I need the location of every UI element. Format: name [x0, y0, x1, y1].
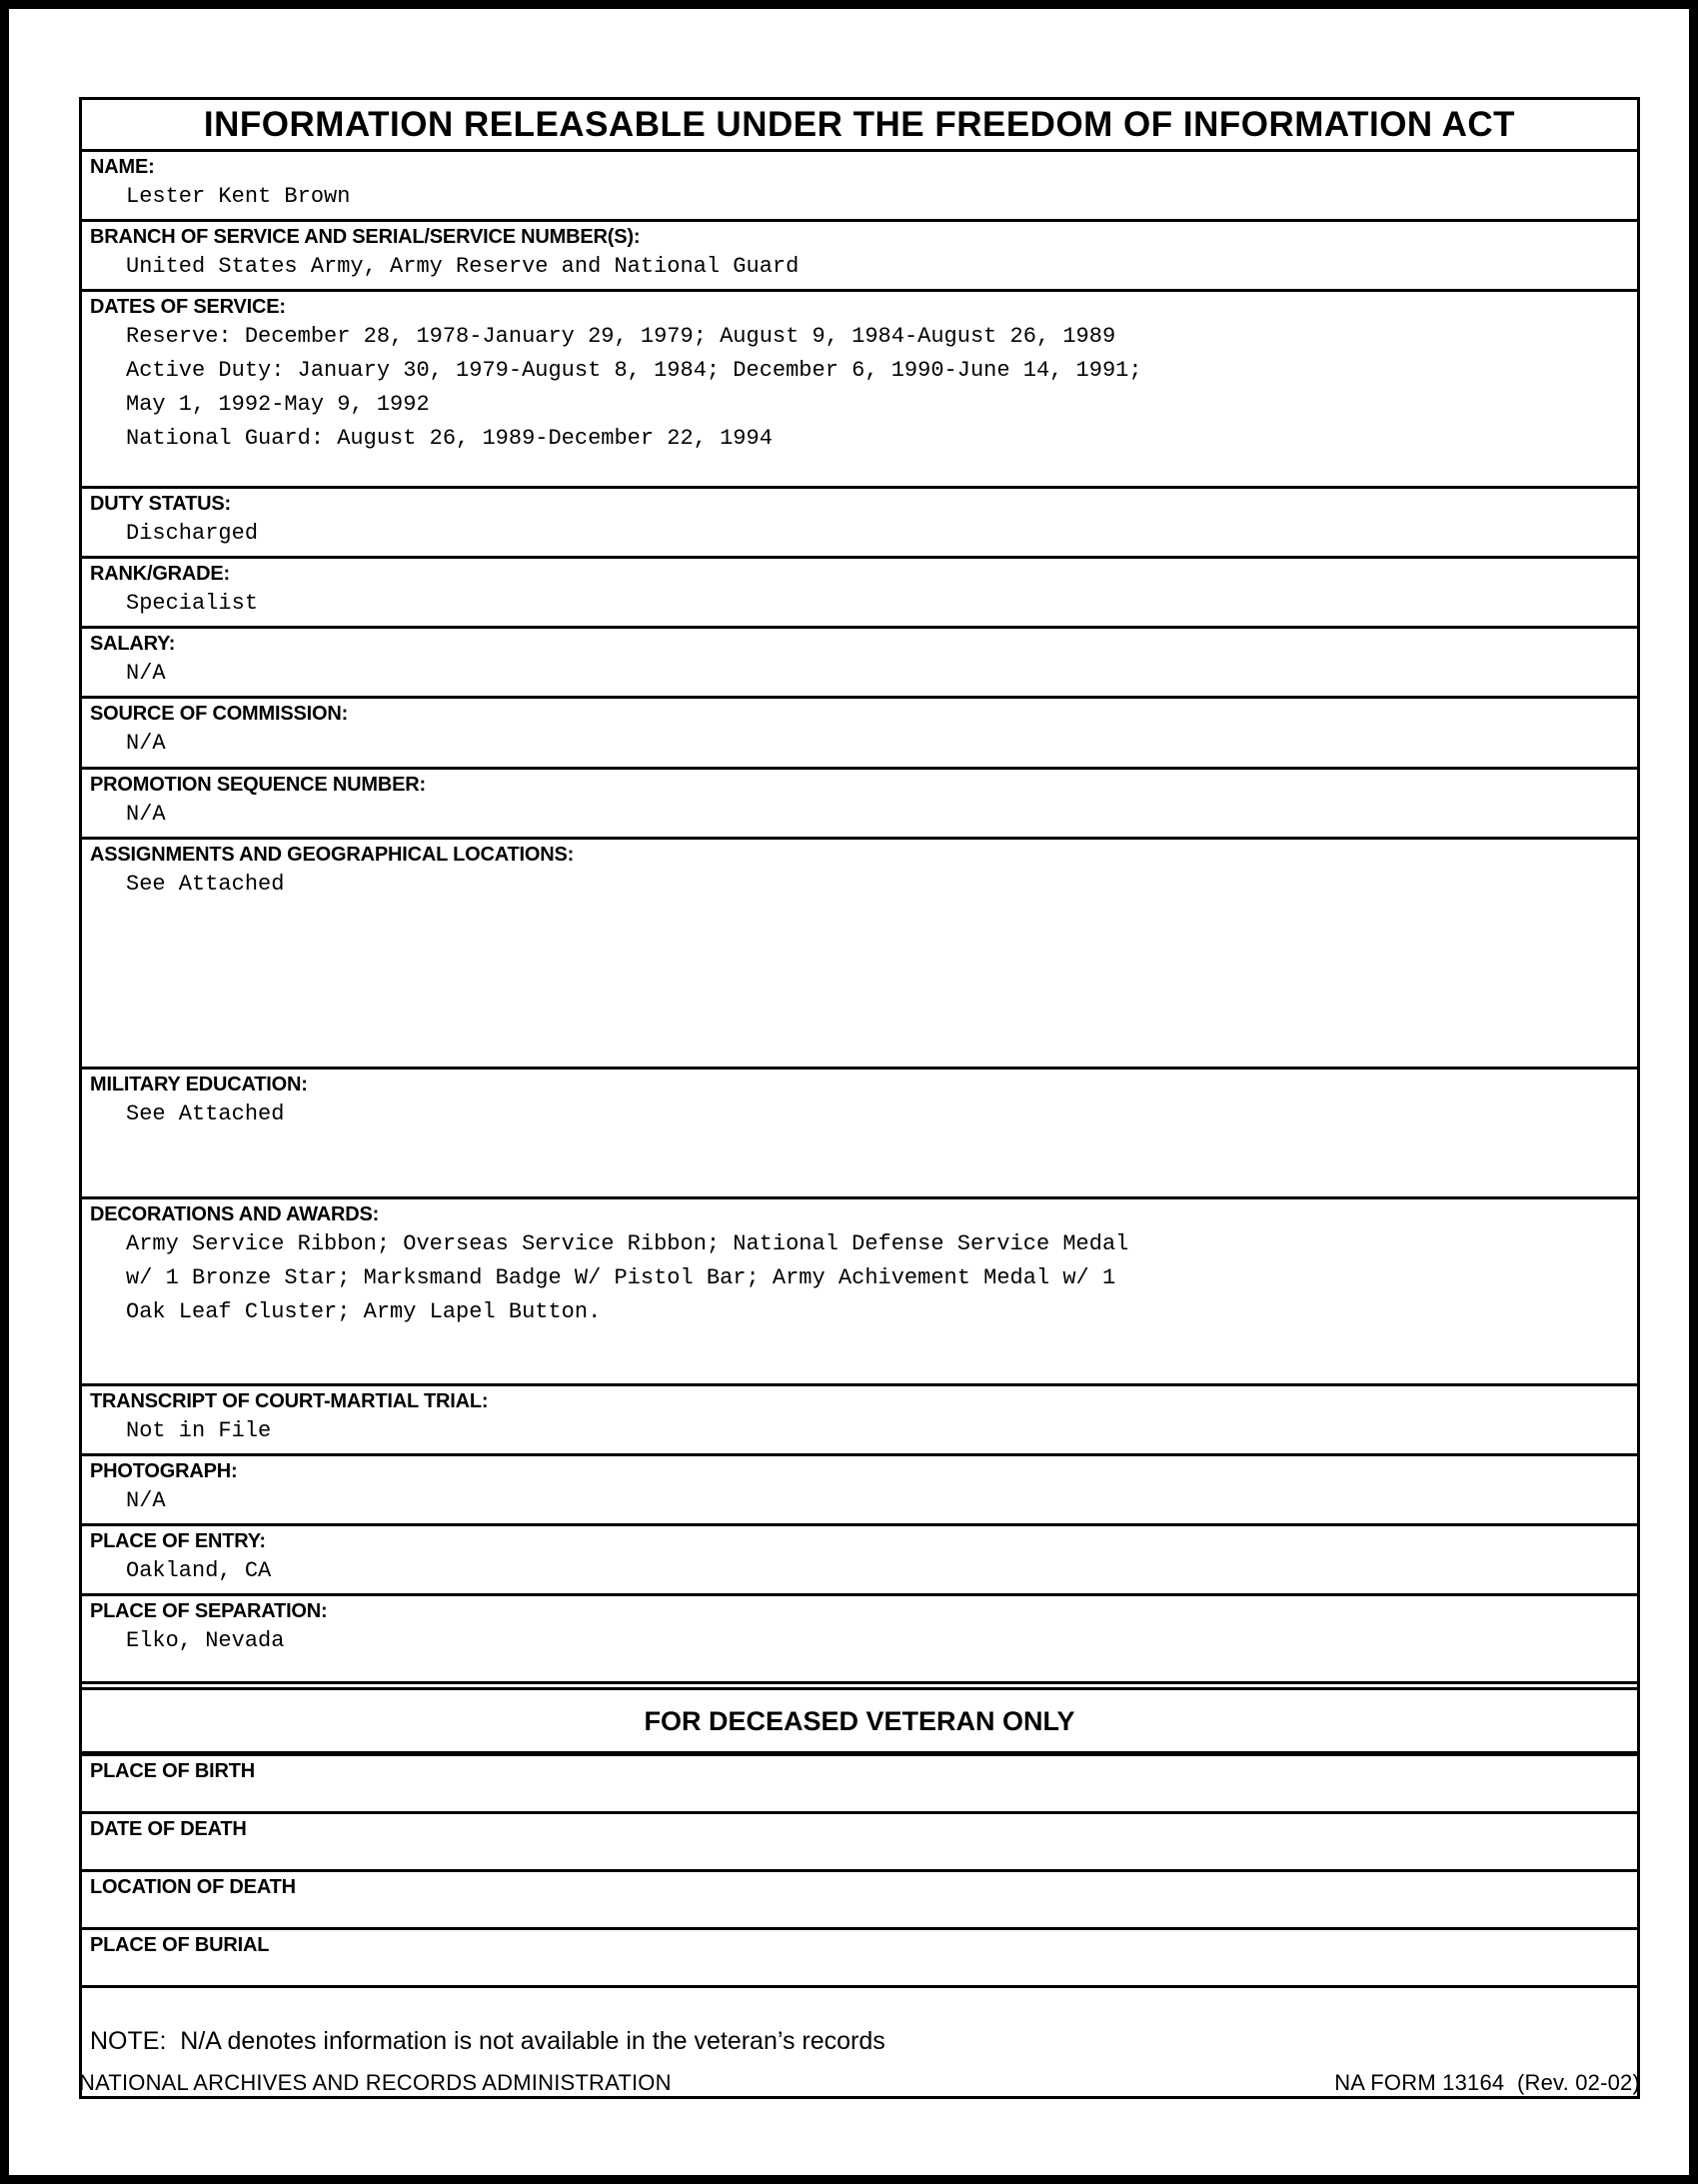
branch-of-service-field-row: [82, 222, 1637, 292]
name-label: NAME:: [90, 156, 155, 178]
military-education-label: MILITARY EDUCATION:: [90, 1073, 308, 1095]
place-of-birth-label: PLACE OF BIRTH: [90, 1759, 255, 1782]
date-of-death-field-row: [82, 1814, 1637, 1872]
photograph-label: PHOTOGRAPH:: [90, 1459, 238, 1482]
photograph-field-row: [82, 1456, 1637, 1526]
place-of-entry-label: PLACE OF ENTRY:: [90, 1529, 266, 1552]
military-education-field-row: [82, 1070, 1637, 1199]
military-education-value: See Attached: [126, 1100, 285, 1126]
photograph-value: N/A: [126, 1487, 166, 1513]
deceased-veteran-section-header: FOR DECEASED VETERAN ONLY: [82, 1687, 1637, 1756]
date-of-death-label: DATE OF DEATH: [90, 1817, 247, 1840]
source-of-commission-label: SOURCE OF COMMISSION:: [90, 703, 349, 726]
place-of-separation-field-row: [82, 1596, 1637, 1684]
decorations-awards-label: DECORATIONS AND AWARDS:: [90, 1202, 380, 1225]
salary-label: SALARY:: [90, 633, 176, 656]
promotion-sequence-number-value: N/A: [126, 801, 166, 827]
rank-grade-label: RANK/GRADE:: [90, 563, 231, 586]
salary-field-row: [82, 629, 1637, 699]
place-of-burial-label: PLACE OF BURIAL: [90, 1933, 270, 1956]
duty-status-field-row: [82, 489, 1637, 559]
duty-status-value: Discharged: [126, 521, 259, 547]
decorations-awards-value-line: w/ 1 Bronze Star; Marksmand Badge W/ Pistol Bar; Army Achivement Medal w/ 1: [126, 1264, 1116, 1290]
dates-of-service-value-line: Reserve: December 28, 1978-January 29, 1979; August 9, 1984-August 26, 1989: [126, 324, 1116, 350]
assignments-locations-value: See Attached: [126, 871, 285, 897]
court-martial-transcript-label: TRANSCRIPT OF COURT-MARTIAL TRIAL:: [90, 1389, 489, 1412]
promotion-sequence-number-field-row: [82, 770, 1637, 840]
footer-form-number: NA FORM 13164 (Rev. 02-02): [1334, 2070, 1640, 2095]
dates-of-service-value-line: Active Duty: January 30, 1979-August 8, 1984; December 6, 1990-June 14, 1991;: [126, 358, 1142, 384]
dates-of-service-label: DATES OF SERVICE:: [90, 296, 286, 319]
place-of-separation-value: Elko, Nevada: [126, 1627, 285, 1653]
name-value: Lester Kent Brown: [126, 184, 351, 209]
court-martial-transcript-field-row: [82, 1386, 1637, 1456]
assignments-locations-label: ASSIGNMENTS AND GEOGRAPHICAL LOCATIONS:: [90, 843, 575, 866]
rank-grade-value: Specialist: [126, 591, 259, 617]
rank-grade-field-row: [82, 559, 1637, 629]
decorations-awards-field-row: [82, 1199, 1637, 1386]
dates-of-service-value-line: May 1, 1992-May 9, 1992: [126, 392, 430, 418]
page-footer: [79, 2070, 1640, 2096]
footer-agency-name: NATIONAL ARCHIVES AND RECORDS ADMINISTRATION: [79, 2070, 672, 2095]
source-of-commission-field-row: [82, 699, 1637, 769]
source-of-commission-value: N/A: [126, 731, 166, 757]
foia-release-form: [79, 97, 1640, 2099]
branch-of-service-label: BRANCH OF SERVICE AND SERIAL/SERVICE NUMBER(S):: [90, 226, 641, 249]
court-martial-transcript-value: Not in File: [126, 1417, 272, 1443]
location-of-death-label: LOCATION OF DEATH: [90, 1875, 296, 1898]
dates-of-service-value-line: National Guard: August 26, 1989-December 22, 1994: [126, 426, 773, 452]
location-of-death-field-row: [82, 1872, 1637, 1930]
decorations-awards-value-line: Army Service Ribbon; Overseas Service Ribbon; National Defense Service Medal: [126, 1230, 1129, 1256]
decorations-awards-value-line: Oak Leaf Cluster; Army Lapel Button.: [126, 1298, 602, 1324]
dates-of-service-field-row: [82, 292, 1637, 489]
duty-status-label: DUTY STATUS:: [90, 493, 231, 516]
place-of-burial-field-row: [82, 1930, 1637, 1988]
place-of-entry-field-row: [82, 1526, 1637, 1596]
note-text: NOTE: N/A denotes information is not available in the veteran’s records: [90, 2027, 885, 2056]
place-of-separation-label: PLACE OF SEPARATION:: [90, 1599, 328, 1622]
place-of-entry-value: Oakland, CA: [126, 1557, 272, 1583]
promotion-sequence-number-label: PROMOTION SEQUENCE NUMBER:: [90, 773, 426, 796]
branch-of-service-value: United States Army, Army Reserve and National Guard: [126, 254, 800, 280]
assignments-locations-field-row: [82, 840, 1637, 1070]
form-title: INFORMATION RELEASABLE UNDER THE FREEDOM OF INFORMATION ACT: [82, 100, 1637, 152]
salary-value: N/A: [126, 661, 166, 687]
place-of-birth-field-row: [82, 1756, 1637, 1814]
name-field-row: [82, 152, 1637, 222]
